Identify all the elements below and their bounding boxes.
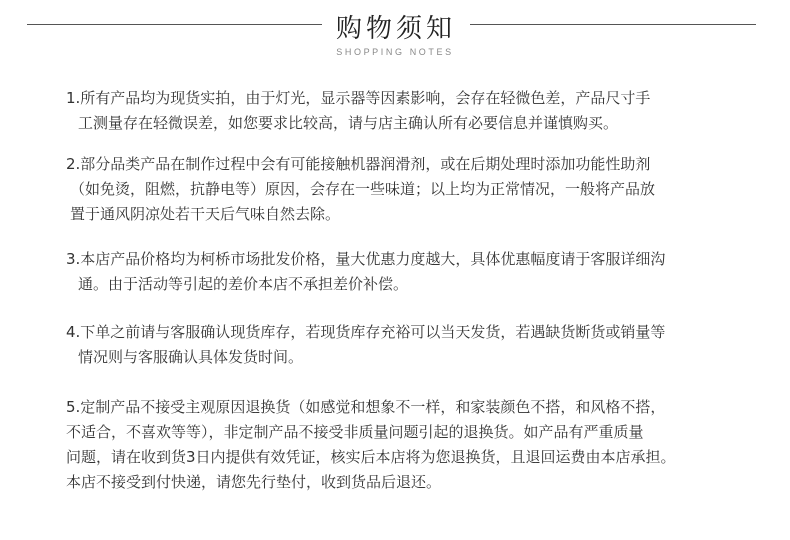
note-line: 3.本店产品价格均为柯桥市场批发价格，量大优惠力度越大，具体优惠幅度请于客服详细沟 [66, 250, 666, 268]
page-title: 购物须知 [335, 14, 456, 44]
note-line: 置于通风阴凉处若干天后气味自然去除。 [70, 205, 341, 223]
notes-header [0, 0, 790, 70]
note-item-5 [66, 395, 676, 495]
note-line: 本店不接受到付快递，请您先行垫付，收到货品后退还。 [66, 473, 442, 491]
header-divider-right [470, 24, 756, 25]
page-subtitle: SHOPPING NOTES [336, 47, 454, 57]
header-divider-left [27, 24, 322, 25]
note-line: 通。由于活动等引起的差价本店不承担差价补偿。 [78, 275, 409, 293]
note-line: 情况则与客服确认具体发货时间。 [78, 348, 304, 366]
note-line: 2.部分品类产品在制作过程中会有可能接触机器润滑剂，或在后期处理时添加功能性助剂 [66, 155, 651, 173]
note-item-3 [66, 247, 665, 297]
note-line: 不适合，不喜欢等等），非定制产品不接受非质量问题引起的退换货。如产品有严重质量 [66, 423, 644, 441]
note-line: 工测量存在轻微误差，如您要求比较高，请与店主确认所有必要信息并谨慎购买。 [78, 114, 619, 132]
note-line: （如免烫，阻燃，抗静电等）原因，会存在一些味道；以上均为正常情况，一般将产品放 [70, 180, 656, 198]
note-line: 1.所有产品均为现货实拍，由于灯光，显示器等因素影响，会存在轻微色差，产品尺寸手 [66, 89, 651, 107]
note-item-1 [66, 86, 650, 136]
note-line: 4.下单之前请与客服确认现货库存，若现货库存充裕可以当天发货，若遇缺货断货或销量等 [66, 323, 666, 341]
note-line: 问题，请在收到货3日内提供有效凭证，核实后本店将为您退换货，且退回运费由本店承担。 [66, 448, 676, 466]
note-item-4 [66, 320, 665, 370]
note-line: 5.定制产品不接受主观原因退换货（如感觉和想象不一样，和家装颜色不搭，和风格不搭， [66, 398, 666, 416]
note-item-2 [66, 152, 655, 227]
